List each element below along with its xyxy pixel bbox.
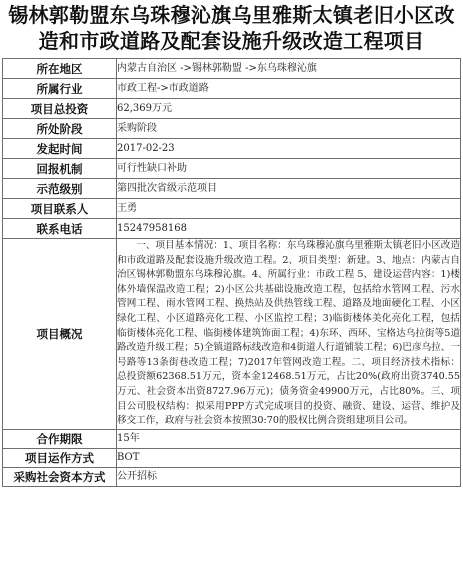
row-label: 所在地区 [3, 59, 117, 79]
table-row [3, 448, 461, 467]
row-label: 回报机制 [3, 159, 117, 179]
row-value: 王勇 [117, 199, 461, 219]
row-label: 项目运作方式 [3, 448, 117, 467]
row-value: 2017-02-23 [117, 139, 461, 159]
row-label: 示范级别 [3, 179, 117, 199]
row-label: 合作期限 [3, 429, 117, 448]
row-label: 项目联系人 [3, 199, 117, 219]
row-value: 采购阶段 [117, 119, 461, 139]
row-value: 可行性缺口补助 [117, 159, 461, 179]
overview-text: 一、项目基本情况：1、项目名称：东乌珠穆沁旗乌里雅斯太镇老旧小区改造和市政道路及配套设施升级改造工程。2、项目类型：新建。3、地点：内蒙古自治区锡林郭勒盟东乌珠穆沁旗。4、所属行业：市政工程 5、建设运营内容：1)楼体外墙保温改造工程；2)小区公共基础设施改造工程，包括给水管网工程、污水管网工程、雨水管网工程、换热站及供热管线工程、道路及地面硬化工程、小区绿化工程、小区道路亮化工程、小区监控工程；3)临街楼体美化亮化工程，包括临街楼体亮化工程、临街楼体建筑饰面工程；4)东环、西环、宝格达乌拉街等5道路改造升级工程；5)全镇道路标线改造和4街道人行道铺装工程；6)巴彦乌拉、一号路等13条街巷改造工程；7)2017年管网改造工程。二、项目经济技术指标：总投资额62368.51万元，资本金12468.51万元，占比20%(政府出资3740.55万元、社会资本出资8727.96万元)；债务资金49900万元，占比80%。三、项目公司股权结构：拟采用PPP方式完成项目的投资、融资、建设、运营、维护及移交工作，政府与社会资本按照30:70的股权比例合资组建项目公司。 [117, 239, 461, 430]
table-row [3, 119, 461, 139]
row-label: 发起时间 [3, 139, 117, 159]
table-row [3, 59, 461, 79]
table-row [3, 429, 461, 448]
row-label: 项目总投资 [3, 99, 117, 119]
page-title: 锡林郭勒盟东乌珠穆沁旗乌里雅斯太镇老旧小区改造和市政道路及配套设施升级改造工程项目 [8, 3, 455, 53]
table-row [3, 99, 461, 119]
table-row [3, 79, 461, 99]
row-label: 所处阶段 [3, 119, 117, 139]
row-label: 联系电话 [3, 219, 117, 239]
row-value: 公开招标 [117, 467, 461, 486]
row-label: 采购社会资本方式 [3, 467, 117, 486]
table-row [3, 219, 461, 239]
row-value: 第四批次省级示范项目 [117, 179, 461, 199]
row-value: BOT [117, 448, 461, 467]
row-value: 62,369万元 [117, 99, 461, 119]
row-value: 市政工程->市政道路 [117, 79, 461, 99]
row-value: 15年 [117, 429, 461, 448]
row-value: 内蒙古自治区 ->锡林郭勒盟 ->东乌珠穆沁旗 [117, 59, 461, 79]
row-label: 所属行业 [3, 79, 117, 99]
table-row [3, 139, 461, 159]
table-row [3, 467, 461, 486]
project-info-table [2, 58, 461, 487]
overview-label: 项目概况 [3, 239, 117, 430]
table-row [3, 199, 461, 219]
table-row [3, 159, 461, 179]
table-row [3, 179, 461, 199]
table-row-overview [3, 239, 461, 430]
row-value: 15247958168 [117, 219, 461, 239]
